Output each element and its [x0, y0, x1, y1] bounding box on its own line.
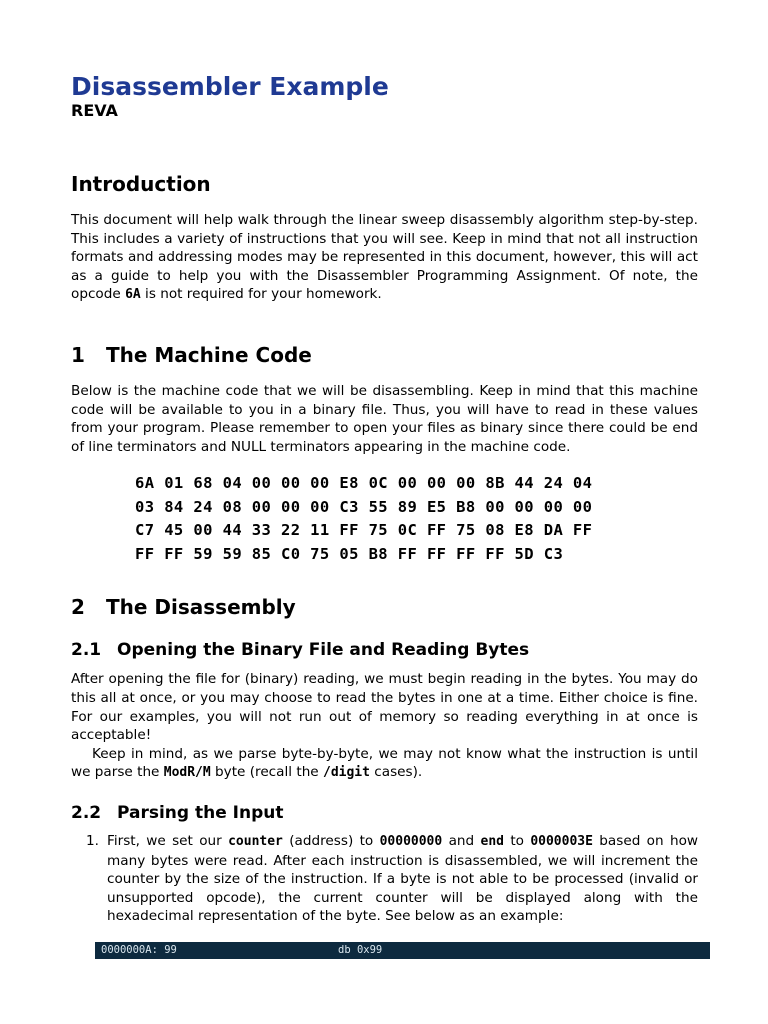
intro-paragraph — [71, 211, 698, 305]
opcode-code: 6A — [125, 287, 141, 303]
subsection-2-2-heading — [71, 803, 698, 823]
code-example-bar — [95, 942, 710, 959]
machine-code-block — [135, 472, 698, 566]
doc-subtitle: REVA — [71, 101, 118, 120]
end-address-code: 0000003E — [530, 833, 593, 849]
digit-code: /digit — [323, 765, 370, 781]
para2-text-b: byte (recall the — [210, 764, 323, 781]
list-item — [71, 832, 698, 926]
para2-text-c: cases). — [369, 764, 423, 781]
section1-title: The Machine Code — [106, 342, 312, 367]
para2-text-a: Keep in mind, as we parse byte-by-byte, we may not know what the instruction is until we parse the — [71, 745, 698, 781]
section2-number: 2 — [71, 595, 85, 620]
modrm-code: ModR/M — [163, 765, 211, 781]
end-code: end — [480, 833, 504, 849]
hex-line: 03 84 24 08 00 00 00 C3 55 89 E5 B8 00 00 00 00 — [135, 497, 593, 516]
subsection-2-1-number: 2.1 — [71, 640, 102, 661]
section2-title: The Disassembly — [106, 595, 296, 620]
intro-text-end: is not required for your homework. — [140, 286, 382, 303]
doc-title: Disassembler Example — [71, 72, 389, 101]
list-item-number: 1. — [86, 832, 99, 849]
subsection-2-1-title: Opening the Binary File and Reading Bytes — [117, 640, 530, 661]
subsection-2-1-paragraph2 — [71, 745, 698, 783]
section1-heading — [71, 343, 698, 367]
parsing-steps-list — [71, 832, 698, 926]
list-item-text: First, we set our counter (address) to 00000000 and end to 0000003E based on how many bytes were read. After each instruction is disassembled, we will increment the counter by the size of the instruction. If a byte is not able to be processed (invalid or unsupported opcode), the current counter will be displayed along with the hexadecimal representation of the byte. See below as an example: — [107, 832, 699, 925]
intro-heading: Introduction — [71, 172, 211, 196]
subsection-2-2-title: Parsing the Input — [117, 802, 284, 823]
code-address-bytes: 0000000A: 99 — [101, 944, 177, 956]
code-instruction: db 0x99 — [338, 944, 383, 956]
counter-code: counter — [228, 833, 283, 849]
section1-paragraph: Below is the machine code that we will be disassembling. Keep in mind that this machine code will be available to you in a binary file. Thus, you will have to read in these values from your program. Please remember to open your files as binary since there could be end of line terminators and NULL terminators appearing in the machine code. — [71, 382, 698, 455]
intro-text: This document will help walk through the linear sweep disassembly algorithm step-by-step. This includes a variety of instructions that you will see. Keep in mind that not all instruction formats and addressing modes may be represented in this document, however, this will act as a guide to help you with the Disassembler Programming Assignment. Of note, the opcode — [71, 212, 698, 303]
subsection-2-1-heading — [71, 640, 698, 660]
subsection-2-1-paragraph1: After opening the file for (binary) reading, we must begin reading in the bytes. You may do this all at once, or you may choose to read the bytes in one at a time. Either choice is fine. For our examples, you will not run out of memory so reading everything in at once is acceptable! — [71, 671, 698, 744]
hex-line: C7 45 00 44 33 22 11 FF 75 0C FF 75 08 E8 DA FF — [135, 521, 593, 540]
subsection-2-2-number: 2.2 — [71, 802, 102, 823]
hex-line: FF FF 59 59 85 C0 75 05 B8 FF FF FF FF 5D C3 — [135, 544, 564, 563]
hex-line: 6A 01 68 04 00 00 00 E8 0C 00 00 00 8B 44 24 04 — [135, 474, 593, 493]
section1-number: 1 — [71, 342, 85, 367]
document-page — [71, 72, 698, 926]
section2-heading — [71, 595, 698, 619]
start-address-code: 00000000 — [379, 833, 443, 849]
